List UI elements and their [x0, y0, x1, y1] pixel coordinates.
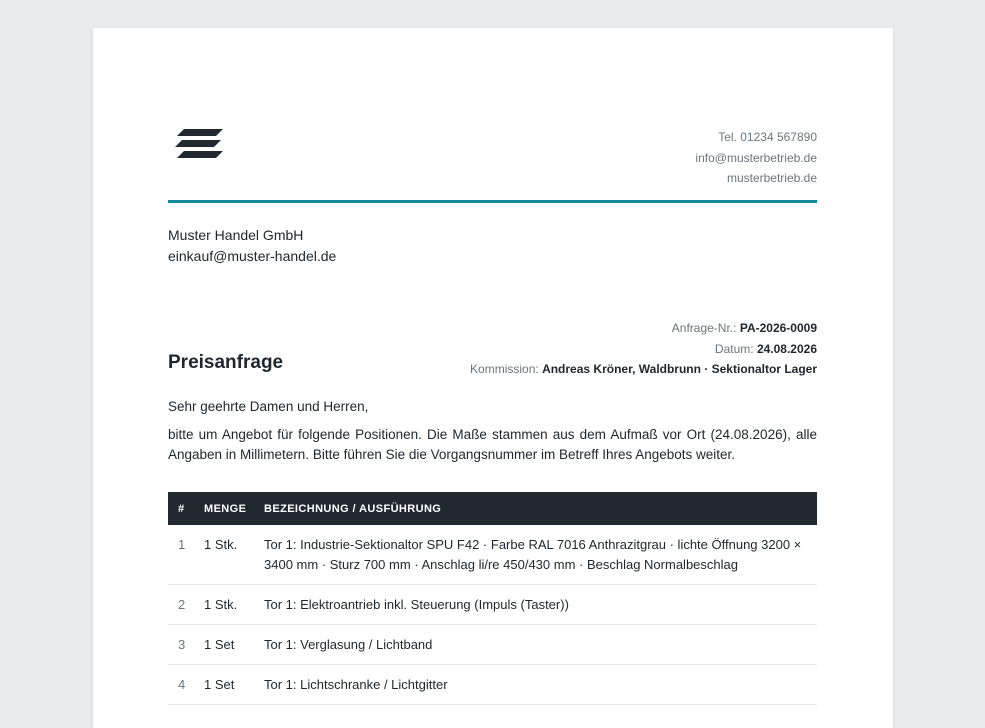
table-header-row [168, 492, 817, 525]
table-row [168, 665, 817, 705]
row-description: Tor 1: Lichtschranke / Lichtgitter [258, 665, 817, 705]
row-quantity: 1 Stk. [198, 585, 258, 625]
row-quantity: 1 Set [198, 665, 258, 705]
document-title: Preisanfrage [168, 352, 284, 373]
column-header-description: BEZEICHNUNG / AUSFÜHRUNG [258, 492, 817, 525]
inquiry-number-line [470, 318, 817, 339]
row-number: 4 [168, 665, 198, 705]
table-row [168, 625, 817, 665]
commission-label: Kommission: [470, 362, 539, 376]
inquiry-number-label: Anfrage-Nr.: [671, 321, 737, 335]
date-value: 24.08.2026 [756, 341, 817, 356]
recipient-email: einkauf@muster-handel.de [168, 248, 337, 264]
company-website: musterbetrieb.de [726, 171, 817, 185]
row-quantity: 1 Stk. [198, 525, 258, 585]
row-number: 2 [168, 585, 198, 625]
row-number: 3 [168, 625, 198, 665]
header-divider [168, 200, 817, 203]
company-email: info@musterbetrieb.de [695, 150, 817, 165]
inquiry-meta [470, 318, 817, 380]
commission-line [470, 359, 817, 380]
row-number: 1 [168, 525, 198, 585]
positions-table [168, 492, 817, 705]
intro-text: bitte um Angebot für folgende Positionen. Die Maße stammen aus dem Aufmaß vor Ort (24.08.2026), alle Angaben in Millimetern. Bitte führen Sie die Vorgangsnummer im Betreff Ihres Angebots weiter. [168, 427, 817, 462]
document-page [93, 28, 893, 728]
date-label: Datum: [714, 341, 754, 356]
table-row [168, 585, 817, 625]
greeting: Sehr geehrte Damen und Herren, [168, 399, 369, 414]
recipient-name: Muster Handel GmbH [168, 227, 304, 243]
row-description: Tor 1: Industrie-Sektionaltor SPU F42 · Farbe RAL 7016 Anthrazitgrau · lichte Öffnung 3200 × 3400 mm · Sturz 700 mm · Anschlag li/re 450/430 mm · Beschlag Normalbeschlag [258, 525, 817, 585]
company-contact [695, 127, 817, 189]
date-line [470, 339, 817, 360]
row-description: Tor 1: Elektroantrieb inkl. Steuerung (Impuls (Taster)) [258, 585, 817, 625]
column-header-quantity: MENGE [198, 492, 258, 525]
column-header-number: # [168, 492, 198, 525]
recipient-address [168, 225, 336, 267]
row-description: Tor 1: Verglasung / Lichtband [258, 625, 817, 665]
stacked-bars-logo-icon [173, 129, 223, 161]
company-phone: Tel. 01234 567890 [718, 130, 817, 144]
inquiry-number-value: PA-2026-0009 [739, 321, 817, 335]
commission-value: Andreas Kröner, Waldbrunn · Sektionaltor Lager [542, 362, 817, 376]
table-row [168, 525, 817, 585]
row-quantity: 1 Set [198, 625, 258, 665]
